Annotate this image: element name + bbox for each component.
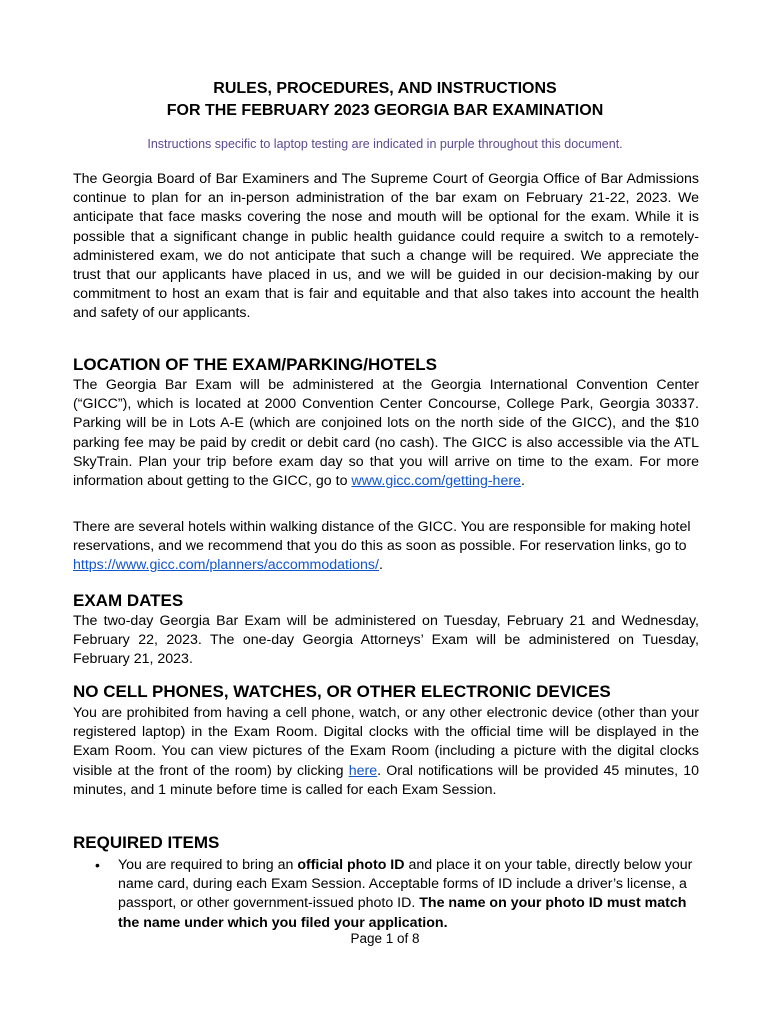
location-text: The Georgia Bar Exam will be administered at the Georgia International Convention Center (“GICC”), which is located at 2000 Convention Center Concourse, College Park, Georgia 30337. Parking will be in Lots A-E (which are conjoined lots on the north side of the GICC), and the $10 parking fee may be paid by credit or debit card (no cash). The GICC is also accessible via the ATL SkyTrain. Plan your trip before exam day so that you will arrive on time to the exam. For more information about getting to the GICC, go to [73, 377, 699, 490]
getting-here-link[interactable]: www.gicc.com/getting-here [351, 473, 521, 490]
devices-text: You are prohibited from having a cell phone, watch, or any other electronic device (other than your registered laptop) in the Exam Room. Digital clocks with the official time will be displayed in the Exam Room. You can view pictures of the Exam Room (including a picture with the digital clocks visible at the front of the room) by clicking [73, 705, 699, 779]
intro-paragraph: The Georgia Board of Bar Examiners and The Supreme Court of Georgia Office of Bar Admissions continue to plan for an in-person administration of the bar exam on February 21-22, 2023. We anticipate that face masks covering the nose and mouth will be optional for the exam. While it is possible that a significant change in public health guidance could require a switch to a remotely-administered exam, we do not anticipate that such a change will be required. We appreciate the trust that our applicants have placed in us, and we will be guided in our decision-making by our commitment to host an exam that is fair and equitable and that also takes into account the health and safety of our applicants. [73, 171, 699, 322]
photo-id-name-match: The name on your photo ID must match the name under which you filed your application. [118, 895, 687, 931]
required-items-heading: REQUIRED ITEMS [73, 833, 220, 852]
hotels-text: There are several hotels within walking distance of the GICC. You are responsible for making hotel reservations, and we recommend that you do this as soon as possible. For reservation links, go to [73, 519, 691, 555]
location-paragraph [73, 376, 699, 491]
photo-id-text-2: and place it on your table, directly below your name card, during each Exam Session. Acceptable forms of ID include a driver’s license, a passport, or other government-issued photo ID. [118, 857, 693, 912]
accommodations-link[interactable]: https://www.gicc.com/planners/accommodations/ [73, 557, 379, 574]
exam-dates-heading: EXAM DATES [73, 591, 184, 610]
photo-id-requirement [118, 856, 699, 933]
devices-heading: NO CELL PHONES, WATCHES, OR OTHER ELECTRONIC DEVICES [73, 682, 611, 701]
photo-id-emphasis: official photo ID [297, 857, 405, 873]
location-text-end: . [520, 473, 525, 490]
exam-room-pictures-link[interactable]: here [348, 762, 378, 779]
location-heading: LOCATION OF THE EXAM/PARKING/HOTELS [73, 355, 437, 374]
page-number: Page 1 of 8 [350, 931, 420, 946]
document-title-line-2: FOR THE FEBRUARY 2023 GEORGIA BAR EXAMINATION [166, 102, 604, 119]
devices-text-end: . Oral notifications will be provided 45 minutes, 10 minutes, and 1 minute before time is called for each Exam Session. [73, 762, 699, 798]
hotels-paragraph [73, 518, 699, 576]
photo-id-text: You are required to bring an [118, 857, 298, 873]
hotels-text-end: . [378, 557, 383, 574]
bullet-icon: • [95, 857, 100, 873]
document-title-line-1: RULES, PROCEDURES, AND INSTRUCTIONS [213, 80, 557, 97]
exam-dates-paragraph: The two-day Georgia Bar Exam will be administered on Tuesday, February 21 and Wednesday, February 22, 2023. The one-day Georgia Attorneys’ Exam will be administered on Tuesday, February 21, 2023. [73, 613, 699, 668]
laptop-instructions-note: Instructions specific to laptop testing are indicated in purple throughout this document. [147, 137, 623, 151]
devices-paragraph [73, 704, 699, 800]
